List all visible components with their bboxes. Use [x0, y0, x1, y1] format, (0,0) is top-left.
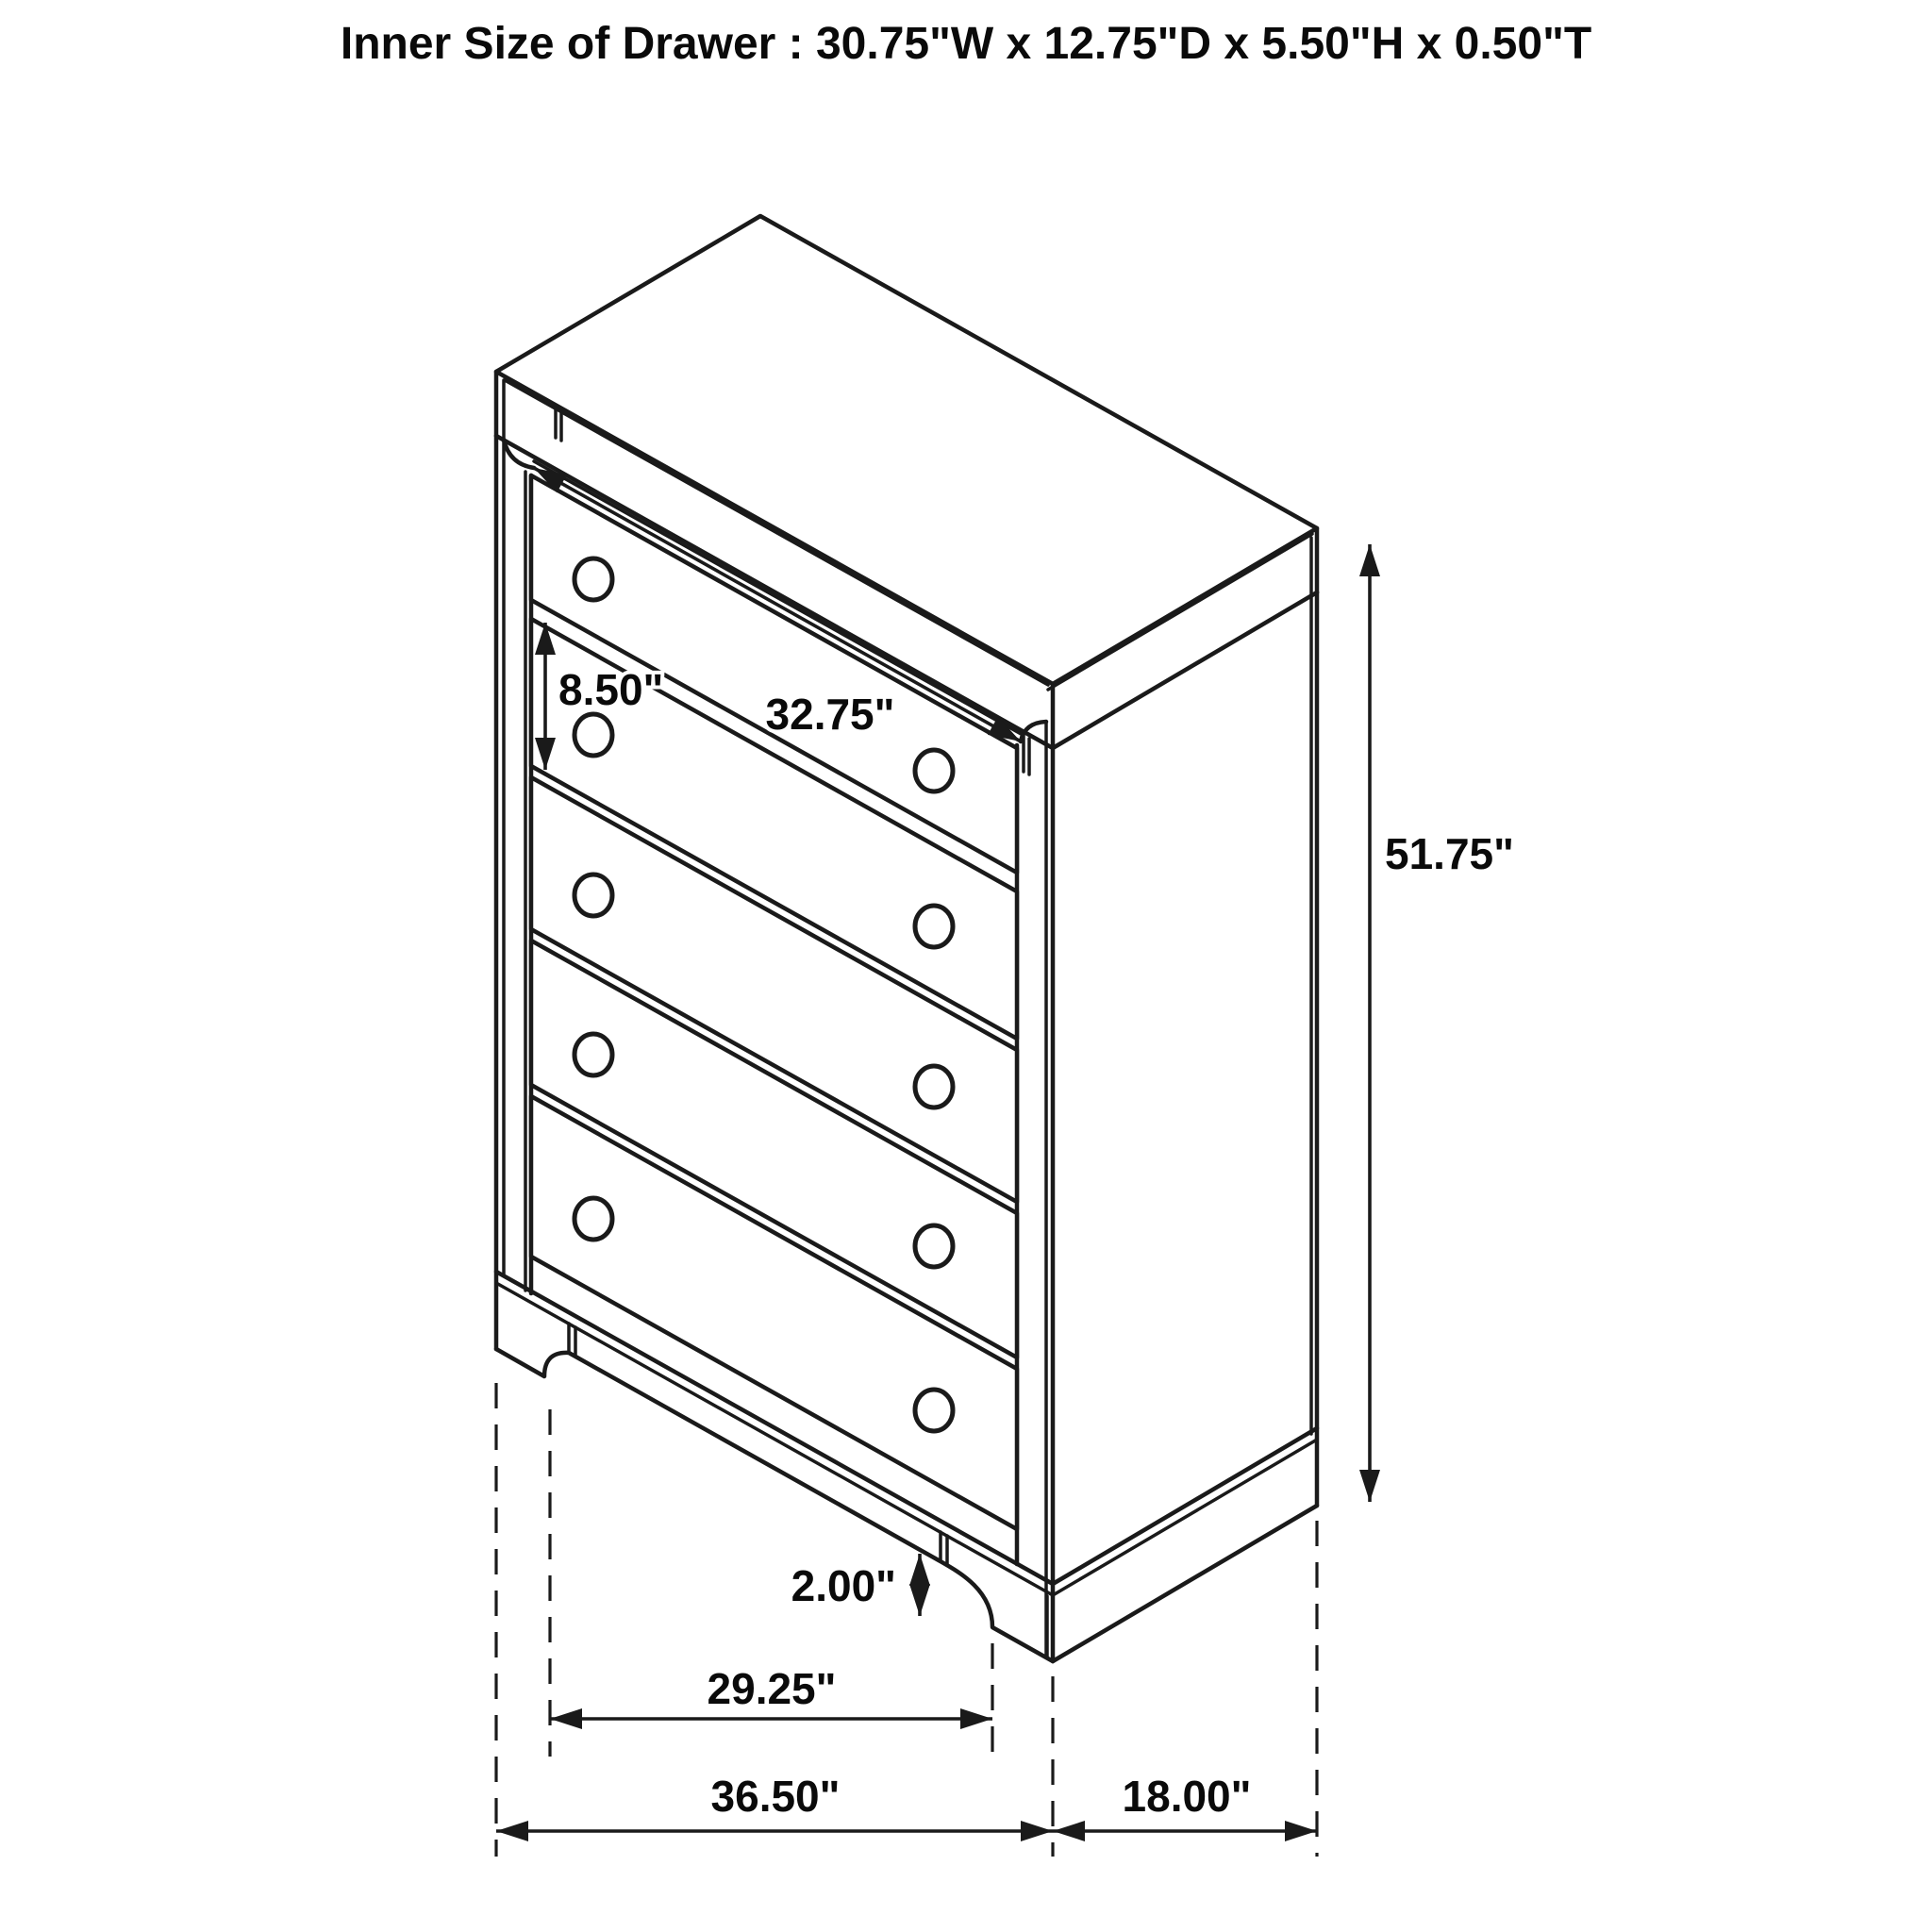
- dimension-label: 2.00": [791, 1561, 896, 1610]
- drawer-4-left-knob-icon: [575, 1034, 612, 1075]
- drawer-4-right-knob-icon: [915, 1225, 953, 1267]
- drawer-3-right-knob-icon: [915, 1066, 953, 1108]
- dimension-label: 18.00": [1122, 1772, 1252, 1821]
- right-foot-step-notch: [941, 1532, 947, 1565]
- dimension-feet-inner-span: [550, 1664, 992, 1719]
- drawer-1-right-knob-icon: [915, 750, 953, 791]
- diagram-title: Inner Size of Drawer : 30.75"W x 12.75"D x 5.50"H x 0.50"T: [340, 19, 1592, 69]
- drawer-2-left-knob-icon: [575, 714, 612, 756]
- drawer-5-right-knob-icon: [915, 1390, 953, 1431]
- dimension-overall-height: [1370, 544, 1514, 1502]
- drawer-5-left-knob-icon: [575, 1198, 612, 1240]
- drawer-2-right-knob-icon: [915, 906, 953, 947]
- dimension-overall-width: [496, 1772, 1053, 1831]
- base-top-side-inner-edge: [1053, 1440, 1317, 1595]
- drawer-3-left-knob-icon: [575, 874, 612, 916]
- base-bottom-side-edge: [1053, 1506, 1317, 1661]
- right-side-face: [1046, 538, 1317, 1661]
- cornice-left-step-notch: [556, 408, 561, 441]
- cornice-right-step-notch: [1024, 736, 1029, 774]
- drawer-1-left-knob-icon: [575, 558, 612, 600]
- dimension-label: 32.75": [765, 690, 895, 739]
- dimension-label: 51.75": [1385, 829, 1514, 878]
- left-stile: [496, 436, 534, 1349]
- base-top-side-edge: [1053, 1428, 1317, 1584]
- right-stile: [1017, 722, 1046, 1564]
- dimension-label: 8.50": [558, 665, 664, 714]
- dimension-label: 36.50": [710, 1772, 841, 1821]
- left-foot-step-notch: [569, 1324, 575, 1357]
- dimension-label: 29.25": [707, 1664, 837, 1713]
- dimension-overall-depth: [1053, 1772, 1317, 1831]
- dimension-foot-clearance: [791, 1554, 920, 1616]
